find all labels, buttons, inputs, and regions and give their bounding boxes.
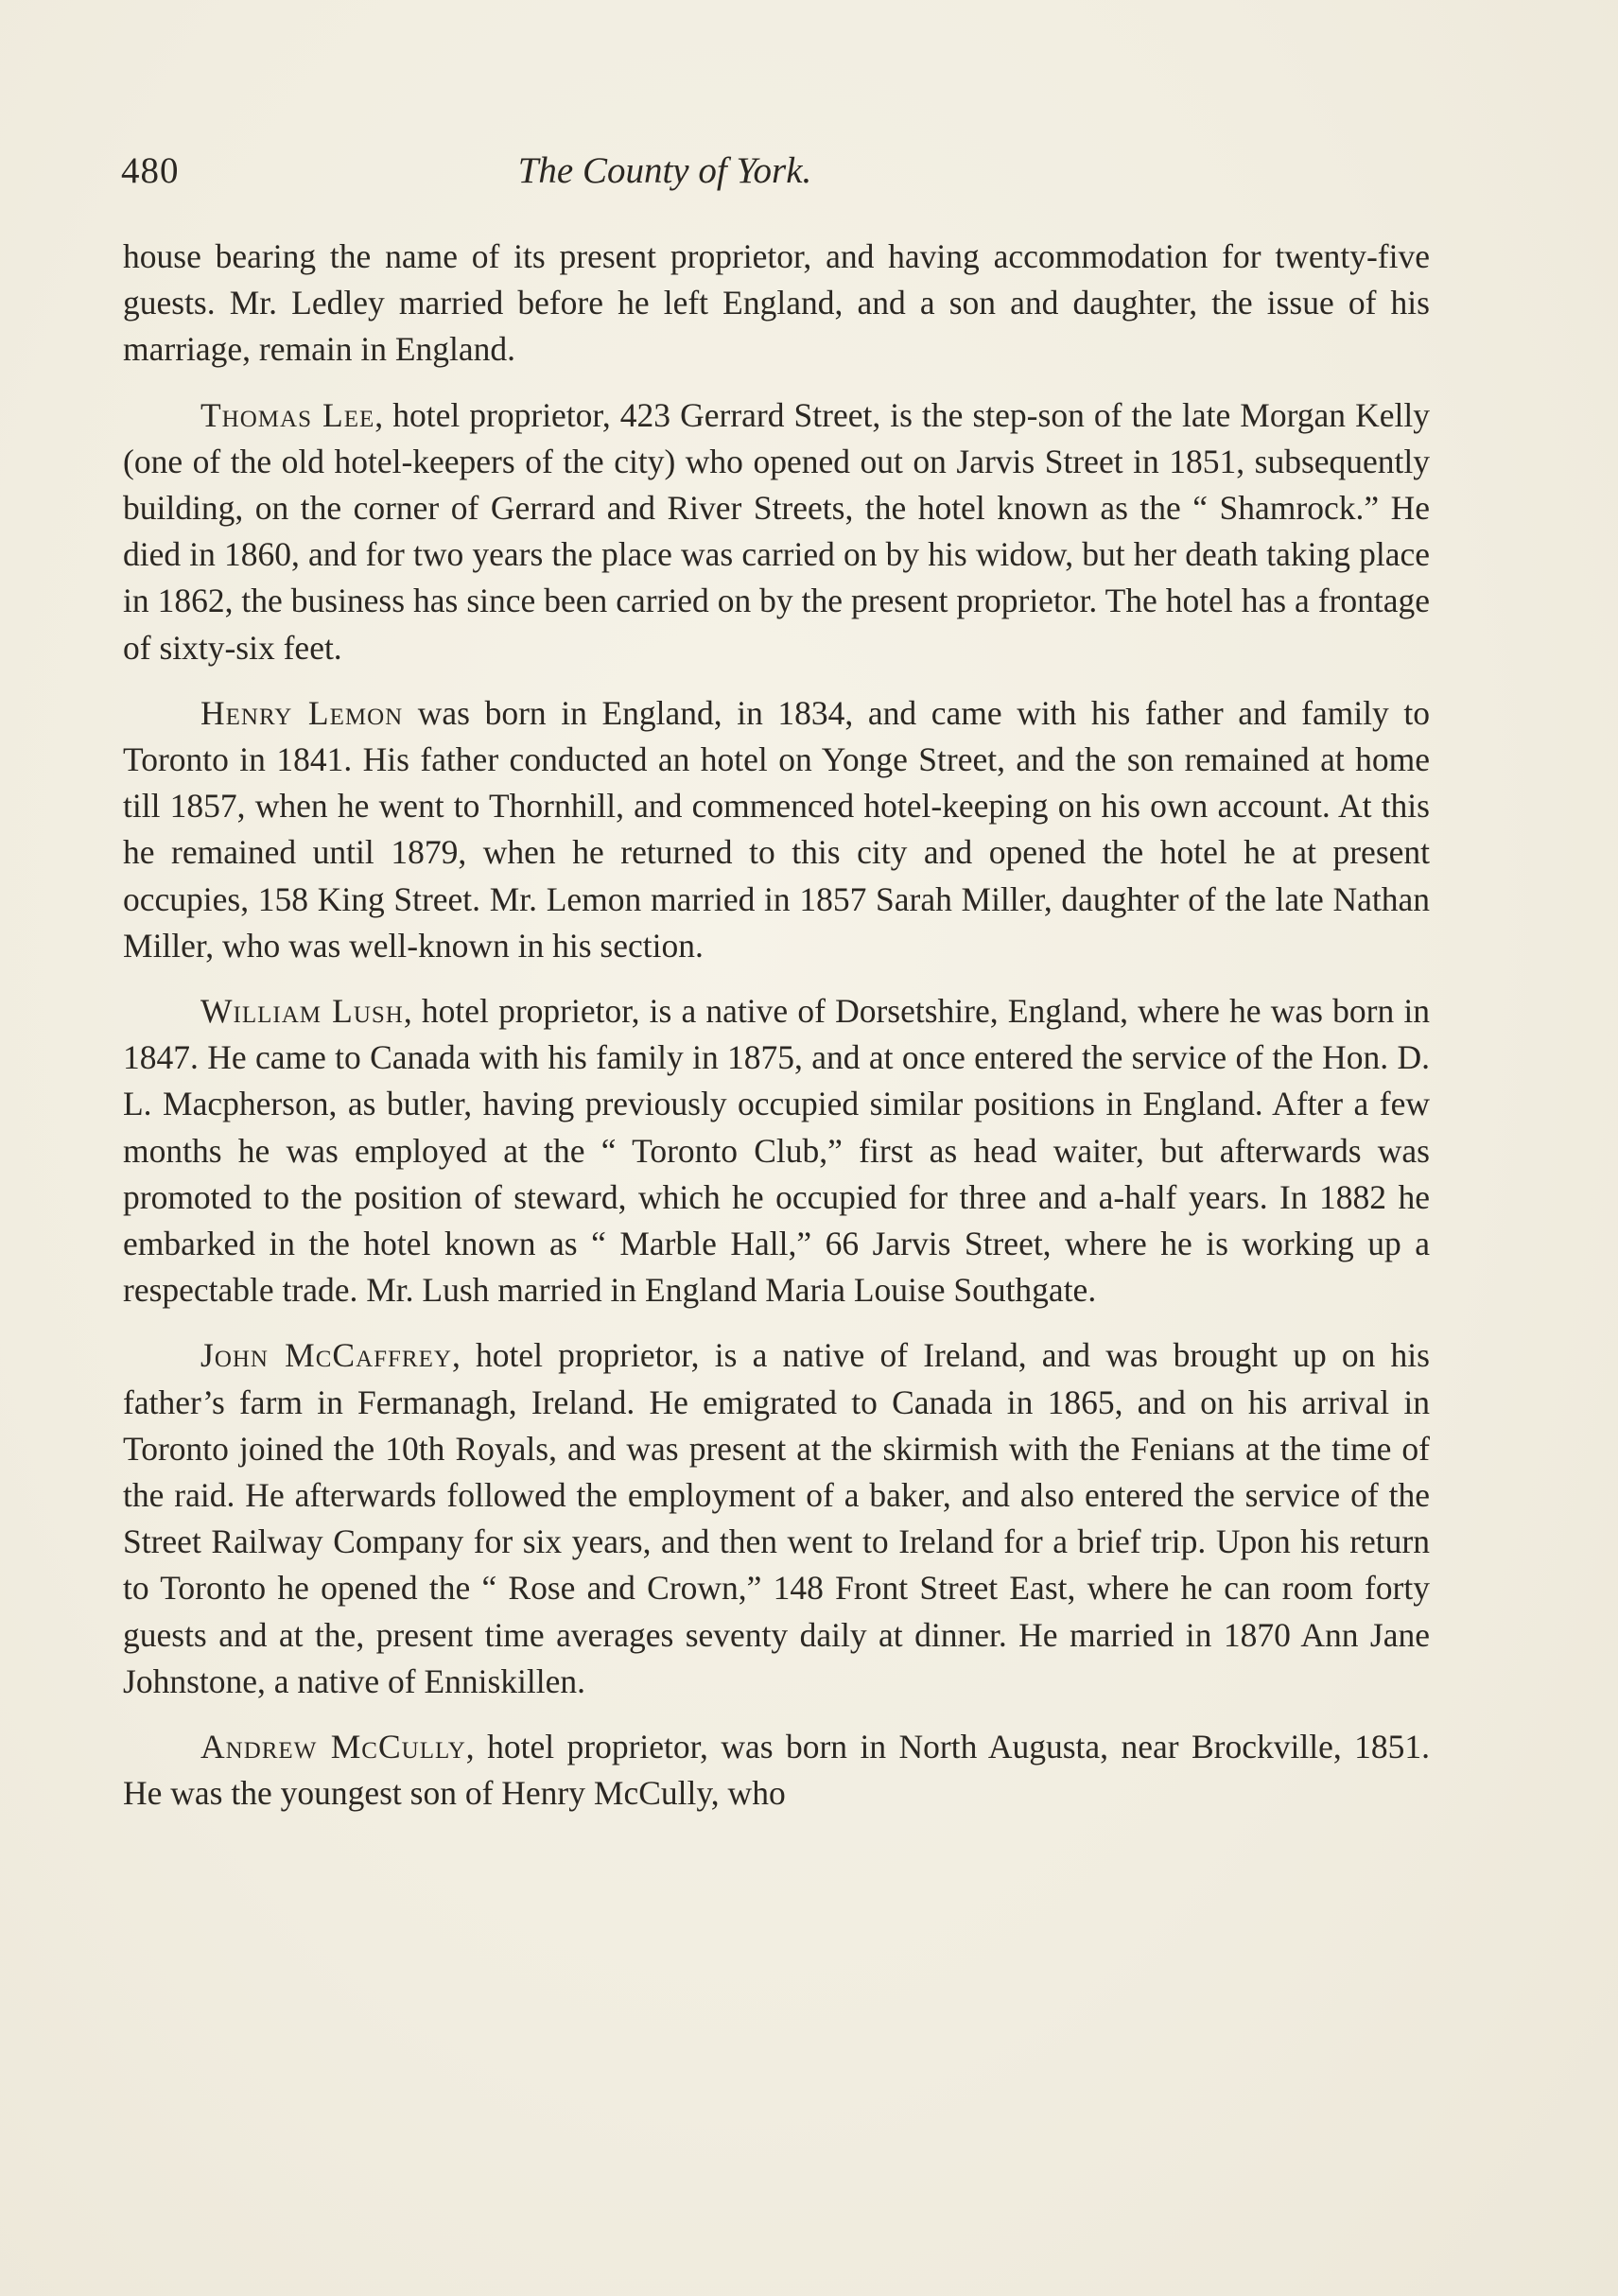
paragraph-text: house bearing the name of its present proprietor, and having accommodation for twenty-five guests. Mr. Ledley married before he left England, and a son and daughter, the issue of his marriage, remain in England.: [123, 237, 1430, 369]
page-number: 480: [121, 150, 180, 191]
entry-william-lush: [123, 988, 1430, 1313]
entry-text: was born in England, in 1834, and came with his father and family to Toronto in 1841. His father conducted an hotel on Yonge Street, and the son remained at home till 1857, when he went to Thornhill, and commenced hotel-keeping on his own account. At this he remained until 1879, when he returned to this city and opened the hotel he at present occupies, 158 King Street. Mr. Lemon married in 1857 Sarah Miller, daughter of the late Nathan Miller, who was well-known in his section.: [123, 693, 1430, 965]
body-text: [123, 234, 1430, 1836]
entry-john-mccaffrey: [123, 1332, 1430, 1705]
entry-name: John McCaffrey: [200, 1336, 452, 1375]
entry-name: Henry Lemon: [200, 693, 404, 732]
entry-text: , hotel proprietor, 423 Gerrard Street, is the step-son of the late Morgan Kelly (one of the old hotel-keepers of the city) who opened out on Jarvis Street in 1851, subsequently building, on the corner of Gerrard and River Streets, the hotel known as the “ Shamrock.” He died in 1860, and for two years the place was carried on by his widow, but her death taking place in 1862, the business has since been carried on by the present proprietor. The hotel has a frontage of sixty-six feet.: [123, 395, 1430, 667]
running-title: The County of York.: [517, 150, 812, 191]
page-header: [121, 142, 1431, 208]
entry-name: Andrew McCully: [200, 1728, 466, 1766]
entry-name: William Lush: [200, 992, 404, 1031]
entry-text: , hotel proprietor, is a native of Dorsetshire, England, where he was born in 1847. He came to Canada with his family in 1875, and at once entered the service of the Hon. D. L. Macpherson, as butler, having previously occupied similar positions in England. After a few months he was employed at the “ Toronto Club,” first as head waiter, but afterwards was promoted to the position of steward, which he occupied for three and a-half years. In 1882 he embarked in the hotel known as “ Marble Hall,” 66 Jarvis Street, where he is working up a respectable trade. Mr. Lush married in England Maria Louise Southgate.: [123, 992, 1430, 1310]
entry-thomas-lee: [123, 392, 1430, 671]
entry-name: Thomas Lee: [200, 395, 375, 434]
entry-andrew-mccully: [123, 1724, 1430, 1817]
entry-text: , hotel proprietor, was born in North Augusta, near Brockville, 1851. He was the youngest son of Henry McCully, who: [123, 1728, 1431, 1813]
entry-henry-lemon: [123, 690, 1430, 969]
paragraph-continuation: [123, 234, 1430, 374]
entry-text: , hotel proprietor, is a native of Ireland, and was brought up on his father’s farm in Fermanagh, Ireland. He emigrated to Canada in 1865, and on his arrival in Toronto joined the 10th Royals, and was present at the skirmish with the Fenians at the time of the raid. He afterwards followed the employment of a baker, and also entered the service of the Street Railway Company for six years, and then went to Ireland for a brief trip. Upon his return to Toronto he opened the “ Rose and Crown,” 148 Front Street East, where he can room forty guests and at the, present time averages seventy daily at dinner. He married in 1870 Ann Jane Johnstone, a native of Enniskillen.: [123, 1336, 1430, 1700]
